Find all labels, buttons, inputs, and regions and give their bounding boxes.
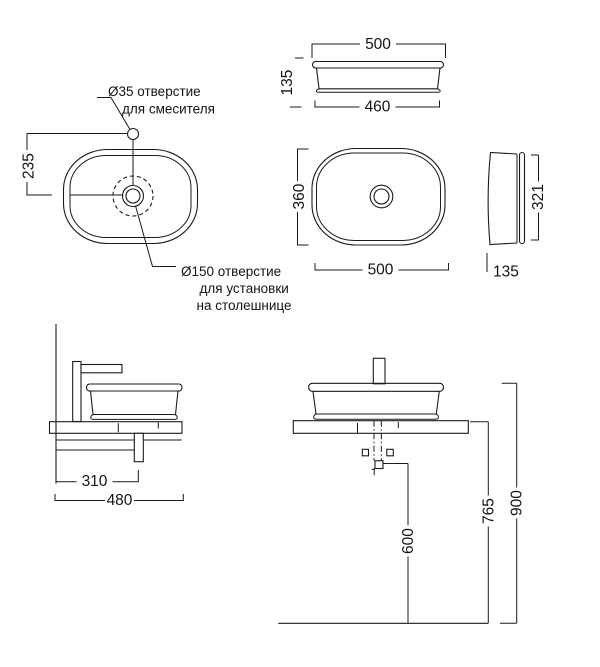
note-faucet-hole-1: Ø35 отверстие — [108, 84, 201, 99]
dim-front-height: 135 — [279, 69, 296, 96]
basin-rim-front — [313, 62, 444, 69]
leader-mount-hole — [136, 207, 176, 267]
supply-centerlines — [374, 421, 381, 467]
basin-outline-outer — [312, 149, 445, 246]
dim-front-bottom-width: 460 — [364, 98, 391, 116]
basin-body-front — [317, 68, 441, 89]
dim-front-top-width: 500 — [365, 35, 391, 53]
mount-marks — [118, 422, 158, 432]
view-plan — [291, 149, 449, 279]
basin-outline-inner — [317, 153, 441, 241]
basin-rim-side — [520, 153, 525, 244]
dim-counter-depth: 480 — [106, 492, 133, 510]
dim-hole-offset: 235 — [20, 153, 38, 179]
dim-plan-depth: 360 — [291, 183, 308, 210]
dim-counter-height: 765 — [480, 498, 498, 524]
faucet-spout — [81, 365, 122, 373]
basin-outline-outer — [64, 150, 198, 244]
view-plan-annotated — [21, 84, 292, 313]
faucet-stub — [373, 358, 385, 384]
basin-rim — [87, 384, 183, 391]
countertop-slab — [50, 422, 183, 434]
dim-drain-offset: 310 — [81, 473, 108, 491]
drain-pipe — [134, 433, 143, 461]
note-mount-hole-3: на столешнице — [196, 298, 292, 313]
dim-rim-height: 900 — [508, 490, 526, 516]
view-install-front — [278, 358, 525, 623]
supply-point-left — [362, 449, 368, 456]
view-side — [487, 153, 547, 281]
drain-circle-inner — [374, 189, 389, 204]
basin-outline-inner — [70, 156, 191, 238]
basin-base — [314, 414, 439, 419]
note-mount-hole-1: Ø150 отверстие — [181, 264, 282, 279]
basin-base — [91, 415, 177, 420]
view-install-side — [50, 324, 184, 509]
note-mount-hole-2: для установки — [199, 281, 289, 296]
dim-side-depth: 321 — [530, 184, 547, 210]
drain-point — [375, 461, 383, 469]
drain-circle-inner — [126, 189, 140, 203]
dim-plan-width: 500 — [367, 261, 394, 279]
basin-rim — [309, 383, 444, 391]
view-front — [279, 36, 446, 116]
basin-body — [313, 391, 439, 414]
supply-point-right — [387, 449, 394, 456]
dim-drain-height: 600 — [400, 528, 417, 554]
faucet-body — [73, 362, 81, 422]
faucet-hole-circle — [128, 129, 139, 140]
dim-side-width: 135 — [493, 263, 519, 281]
basin-body — [91, 391, 179, 415]
note-faucet-hole-2: для смесителя — [122, 101, 215, 117]
mount-marks — [358, 422, 399, 433]
basin-profile-side — [488, 153, 517, 245]
